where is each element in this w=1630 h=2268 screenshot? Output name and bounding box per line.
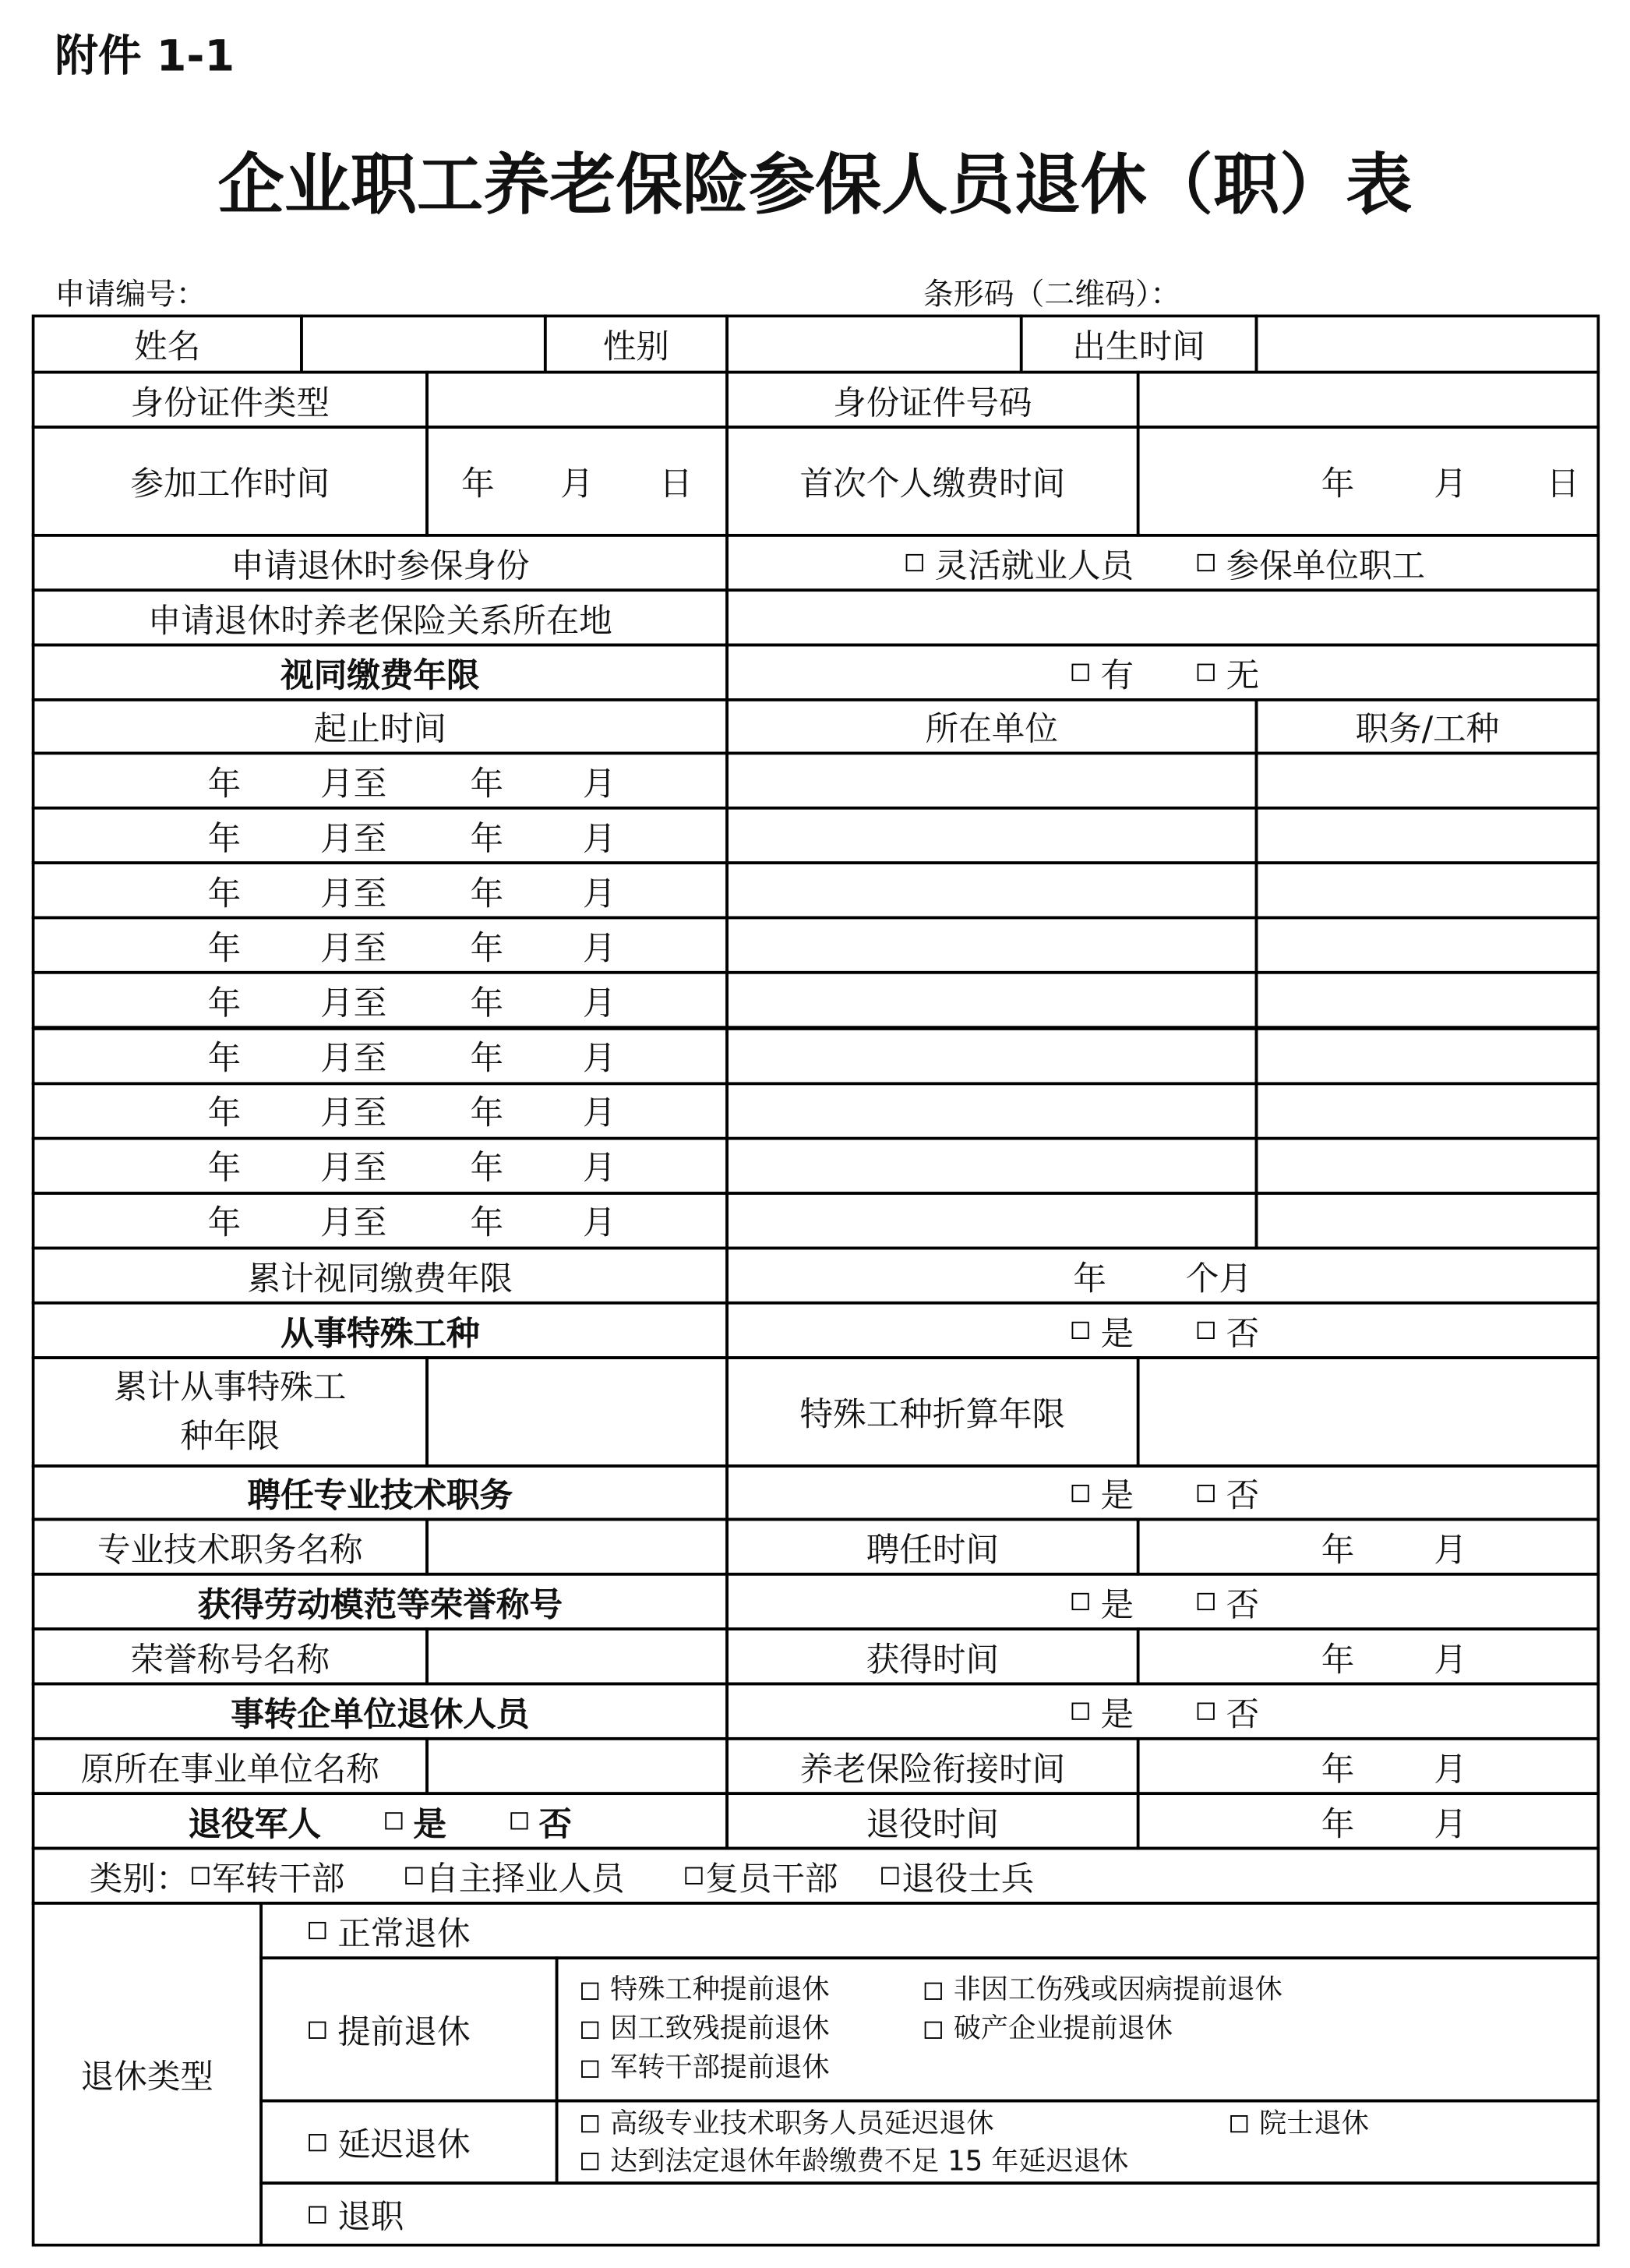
unit-cell[interactable] <box>725 1026 1258 1084</box>
checkbox-early-5[interactable] <box>581 2060 598 2077</box>
year-unit: 年 <box>1321 465 1355 504</box>
insured-identity-label: 申请退休时参保身份 <box>32 534 729 592</box>
month-to-unit: 月至 <box>319 1095 387 1133</box>
checkbox-normal[interactable] <box>309 1922 326 1939</box>
option-label: 军转干部 <box>212 1860 345 1899</box>
month-unit: 月 <box>1434 1641 1467 1679</box>
appoint-time-label: 聘任时间 <box>725 1518 1139 1576</box>
month-unit: 月 <box>582 985 616 1023</box>
checkbox-cat4[interactable] <box>881 1867 898 1885</box>
special-work-options <box>725 1302 1600 1359</box>
transfer-label: 事转企单位退休人员 <box>32 1683 729 1740</box>
checkbox-yes[interactable] <box>1072 1484 1089 1501</box>
year-unit: 年 <box>470 1095 504 1133</box>
option-label: 否 <box>1226 1477 1260 1515</box>
attachment-label: 附件 1-1 <box>55 31 235 83</box>
month-unit: 月 <box>582 930 616 968</box>
gender-label: 性别 <box>544 315 729 374</box>
year-unit: 年 <box>207 1095 242 1133</box>
checkbox-no[interactable] <box>1198 1484 1215 1501</box>
resign <box>259 2181 1600 2246</box>
unit-cell[interactable] <box>725 1136 1258 1194</box>
checkbox-yes[interactable] <box>384 1812 401 1829</box>
relation-location-label: 申请退休时养老保险关系所在地 <box>32 588 729 646</box>
month-unit: 月 <box>1434 1750 1467 1789</box>
month-unit: 月 <box>582 1150 616 1188</box>
month-unit: 月 <box>582 820 616 858</box>
option-label: 复员干部 <box>705 1860 838 1899</box>
deemed-years-options <box>725 644 1600 701</box>
unit-cell[interactable] <box>725 807 1258 864</box>
application-no-label: 申请编号： <box>55 277 206 312</box>
year-unit: 年 <box>207 985 242 1023</box>
checkbox-delayed-1[interactable] <box>581 2115 598 2132</box>
checkbox-resign[interactable] <box>309 2206 326 2223</box>
period-row-2[interactable] <box>32 807 729 864</box>
honor-time-field[interactable] <box>1137 1627 1600 1685</box>
orig-unit-label: 原所在事业单位名称 <box>32 1737 429 1795</box>
total-deemed-label: 累计视同缴费年限 <box>32 1247 729 1305</box>
year-unit: 年 <box>470 820 504 858</box>
prof-title-options <box>725 1464 1600 1521</box>
month-unit: 月 <box>1434 1805 1467 1844</box>
year-unit: 年 <box>207 765 242 804</box>
birth-date-field[interactable] <box>1255 315 1600 374</box>
year-unit: 年 <box>1321 1531 1355 1570</box>
checkbox-early-1[interactable] <box>581 1982 598 1999</box>
prof-title-name-label: 专业技术职务名称 <box>32 1518 429 1576</box>
position-cell[interactable] <box>1255 1192 1600 1249</box>
prof-title-label: 聘任专业技术职务 <box>32 1464 729 1521</box>
normal-retire <box>259 1902 1600 1959</box>
month-unit: 月 <box>1434 1531 1467 1570</box>
total-deemed-field[interactable] <box>725 1247 1600 1305</box>
option-label: 正常退休 <box>337 1915 471 1953</box>
year-unit: 年 <box>470 985 504 1023</box>
checkbox-yes[interactable] <box>1072 1703 1089 1720</box>
unit-cell[interactable] <box>725 972 1258 1030</box>
option-label: 延迟退休 <box>337 2126 471 2164</box>
period-row-4[interactable] <box>32 917 729 974</box>
checkbox-cat1[interactable] <box>192 1867 209 1885</box>
checkbox-early-2[interactable] <box>925 1982 942 1999</box>
veteran-label: 退役军人 <box>188 1805 321 1844</box>
option-label: 达到法定退休年龄缴费不足 15 年延迟退休 <box>610 2144 1129 2177</box>
month-unit: 月 <box>582 765 616 804</box>
month-to-unit: 月至 <box>319 875 387 913</box>
month-to-unit: 月至 <box>319 1150 387 1188</box>
option-label: 破产企业提前退休 <box>953 2012 1173 2045</box>
year-unit: 年 <box>470 1150 504 1188</box>
work-start-label: 参加工作时间 <box>32 426 429 537</box>
option-label: 是 <box>1100 1586 1134 1624</box>
month-unit: 月 <box>582 1040 616 1078</box>
checkbox-yes[interactable] <box>1072 1593 1089 1610</box>
unit-header: 所在单位 <box>725 698 1258 754</box>
period-row-8[interactable] <box>32 1136 729 1194</box>
year-unit: 年 <box>470 1040 504 1078</box>
year-unit: 年 <box>207 875 242 913</box>
period-row-6[interactable] <box>32 1026 729 1084</box>
honor-label: 获得劳动模范等荣誉称号 <box>32 1573 729 1630</box>
id-number-field[interactable] <box>1137 371 1600 429</box>
option-label: 无 <box>1226 657 1260 695</box>
checkbox-early[interactable] <box>309 2021 326 2038</box>
month-to-unit: 月至 <box>319 1040 387 1078</box>
prof-title-name-field[interactable] <box>425 1518 729 1576</box>
option-label: 退役士兵 <box>901 1860 1035 1899</box>
checkbox-early-4[interactable] <box>925 2021 942 2038</box>
month-to-unit: 月至 <box>319 930 387 968</box>
month-to-unit: 月至 <box>319 765 387 804</box>
unit-cell[interactable] <box>725 1192 1258 1249</box>
checkbox-yes[interactable] <box>1072 1322 1089 1339</box>
honor-name-field[interactable] <box>425 1627 729 1685</box>
honor-options <box>725 1573 1600 1630</box>
option-label: 提前退休 <box>337 2014 471 2052</box>
year-unit: 年 <box>207 1150 242 1188</box>
year-unit: 年 <box>470 765 504 804</box>
option-label: 是 <box>413 1805 446 1844</box>
option-label: 参保单位职工 <box>1226 547 1426 585</box>
position-cell[interactable] <box>1255 917 1600 974</box>
early-options <box>556 1956 1600 2102</box>
year-unit: 年 <box>1321 1805 1355 1844</box>
month-to-unit: 月至 <box>319 820 387 858</box>
position-cell[interactable] <box>1255 1026 1600 1084</box>
option-label: 因工致残提前退休 <box>610 2012 830 2045</box>
checkbox-delayed-3[interactable] <box>581 2153 598 2170</box>
checkbox-unit-employee[interactable] <box>1198 554 1215 571</box>
month-unit: 月 <box>560 465 594 504</box>
checkbox-flexible-worker[interactable] <box>906 554 923 571</box>
period-row-9[interactable] <box>32 1192 729 1249</box>
page-title: 企业职工养老保险参保人员退休（职）表 <box>217 145 1413 224</box>
orig-unit-field[interactable] <box>425 1737 729 1795</box>
id-type-label: 身份证件类型 <box>32 371 429 429</box>
option-label: 是 <box>1100 1315 1134 1353</box>
honor-name-label: 荣誉称号名称 <box>32 1627 429 1685</box>
barcode-label: 条形码（二维码）： <box>923 277 1181 312</box>
year-unit: 年 <box>1073 1260 1106 1298</box>
option-label: 有 <box>1100 657 1134 695</box>
name-label: 姓名 <box>32 315 303 374</box>
option-label: 高级专业技术职务人员延迟退休 <box>610 2107 994 2139</box>
appoint-time-field[interactable] <box>1137 1518 1600 1576</box>
month-to-unit: 月至 <box>319 985 387 1023</box>
relation-location-field[interactable] <box>725 588 1600 646</box>
option-label: 否 <box>1226 1696 1260 1734</box>
insured-identity-options <box>725 534 1600 592</box>
category-row <box>32 1847 1600 1905</box>
option-label: 军转干部提前退休 <box>610 2051 830 2084</box>
months-unit: 个月 <box>1185 1260 1252 1298</box>
special-work-label: 从事特殊工种 <box>32 1302 729 1359</box>
honor-time-label: 获得时间 <box>725 1627 1139 1685</box>
total-special-label: 累计从事特殊工种年限 <box>32 1356 429 1468</box>
year-unit: 年 <box>470 875 504 913</box>
year-unit: 年 <box>1321 1750 1355 1789</box>
discharge-time-label: 退役时间 <box>725 1792 1139 1849</box>
checkbox-no[interactable] <box>510 1812 527 1829</box>
checkbox-none[interactable] <box>1198 664 1215 681</box>
option-label: 否 <box>538 1805 573 1844</box>
special-converted-label: 特殊工种折算年限 <box>725 1356 1139 1468</box>
birth-date-label: 出生时间 <box>1020 315 1258 374</box>
day-unit: 日 <box>659 465 693 504</box>
position-cell[interactable] <box>1255 752 1600 810</box>
unit-cell[interactable] <box>725 752 1258 810</box>
period-row-1[interactable] <box>32 752 729 810</box>
option-label: 否 <box>1226 1586 1260 1624</box>
year-unit: 年 <box>461 465 495 504</box>
link-time-field[interactable] <box>1137 1737 1600 1795</box>
year-unit: 年 <box>207 1040 242 1078</box>
year-unit: 年 <box>1321 1641 1355 1679</box>
month-unit: 月 <box>582 875 616 913</box>
special-converted-field[interactable] <box>1137 1356 1600 1468</box>
year-unit: 年 <box>470 930 504 968</box>
checkbox-delayed-2[interactable] <box>1230 2115 1247 2132</box>
first-payment-label: 首次个人缴费时间 <box>725 426 1139 537</box>
month-to-unit: 月至 <box>319 1205 387 1243</box>
id-number-label: 身份证件号码 <box>725 371 1139 429</box>
veteran-row <box>32 1792 729 1849</box>
category-label: 类别： <box>89 1860 189 1899</box>
month-unit: 月 <box>582 1205 616 1243</box>
first-payment-field[interactable] <box>1137 426 1600 537</box>
position-cell[interactable] <box>1255 862 1600 920</box>
work-start-field[interactable] <box>425 426 729 537</box>
option-label: 非因工伤残或因病提前退休 <box>953 1973 1282 2006</box>
option-label: 灵活就业人员 <box>934 547 1134 585</box>
retire-type-label: 退休类型 <box>32 1902 263 2246</box>
year-unit: 年 <box>207 1205 242 1243</box>
checkbox-no[interactable] <box>1198 1322 1215 1339</box>
year-unit: 年 <box>207 930 242 968</box>
delayed-options <box>556 2100 1600 2185</box>
checkbox-early-3[interactable] <box>581 2021 598 2038</box>
position-cell[interactable] <box>1255 807 1600 864</box>
option-label: 退职 <box>337 2199 404 2237</box>
discharge-time-field[interactable] <box>1137 1792 1600 1849</box>
year-unit: 年 <box>470 1205 504 1243</box>
checkbox-cat2[interactable] <box>405 1867 422 1885</box>
year-unit: 年 <box>207 820 242 858</box>
position-cell[interactable] <box>1255 1136 1600 1194</box>
deemed-years-label: 视同缴费年限 <box>32 644 729 701</box>
month-unit: 月 <box>582 1095 616 1133</box>
period-row-7[interactable] <box>32 1082 729 1139</box>
early-retire <box>259 1956 558 2102</box>
period-header: 起止时间 <box>32 698 729 754</box>
checkbox-delayed[interactable] <box>309 2133 326 2150</box>
checkbox-no[interactable] <box>1198 1593 1215 1610</box>
position-header: 职务/工种 <box>1255 698 1600 754</box>
position-cell[interactable] <box>1255 1082 1600 1139</box>
option-label: 否 <box>1226 1315 1260 1353</box>
day-unit: 日 <box>1546 465 1580 504</box>
option-label: 特殊工种提前退休 <box>610 1973 830 2006</box>
period-row-3[interactable] <box>32 862 729 920</box>
total-special-field[interactable] <box>425 1356 729 1468</box>
checkbox-cat3[interactable] <box>685 1867 702 1885</box>
checkbox-have[interactable] <box>1072 664 1089 681</box>
unit-cell[interactable] <box>725 917 1258 974</box>
id-type-field[interactable] <box>425 371 729 429</box>
link-time-label: 养老保险衔接时间 <box>725 1737 1139 1795</box>
unit-cell[interactable] <box>725 862 1258 920</box>
month-unit: 月 <box>1434 465 1467 504</box>
period-row-5[interactable] <box>32 972 729 1030</box>
option-label: 自主择业人员 <box>425 1860 625 1899</box>
checkbox-no[interactable] <box>1198 1703 1215 1720</box>
option-label: 院士退休 <box>1259 2107 1369 2139</box>
name-field[interactable] <box>300 315 547 374</box>
gender-field[interactable] <box>725 315 1022 374</box>
position-cell[interactable] <box>1255 972 1600 1030</box>
option-label: 是 <box>1100 1696 1134 1734</box>
delayed-retire <box>259 2100 558 2185</box>
unit-cell[interactable] <box>725 1082 1258 1139</box>
option-label: 是 <box>1100 1477 1134 1515</box>
transfer-options <box>725 1683 1600 1740</box>
